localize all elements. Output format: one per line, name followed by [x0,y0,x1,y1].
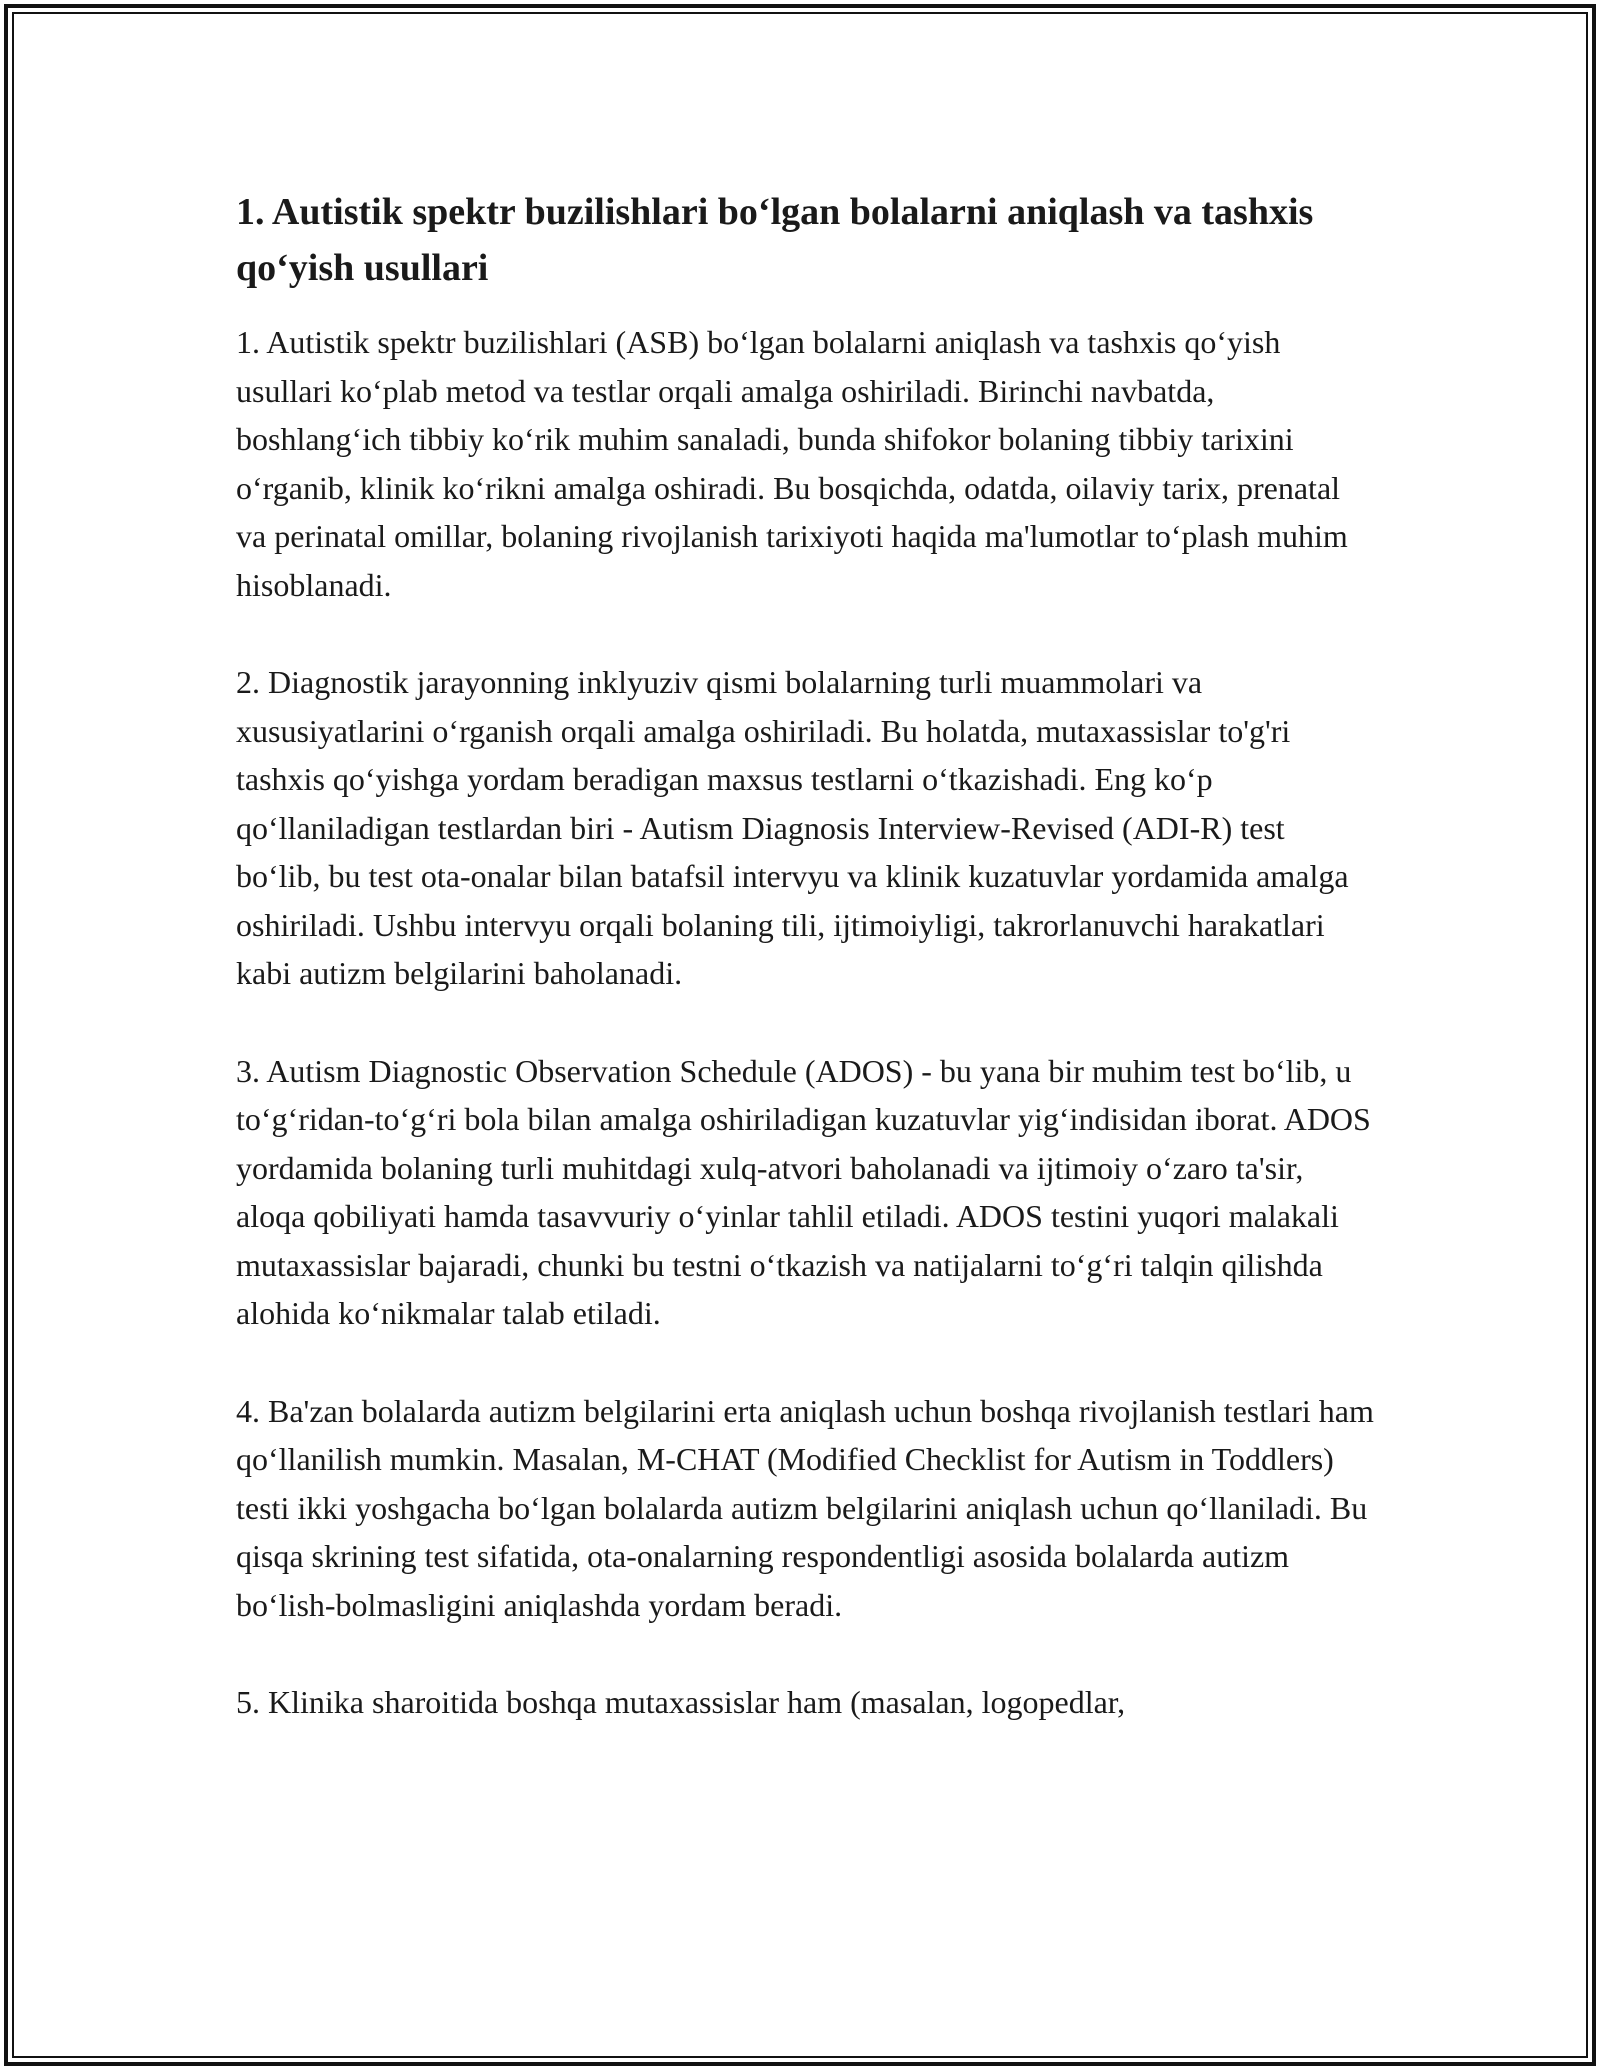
paragraph-1: 1. Autistik spektr buzilishlari (ASB) bo‘lgan bolalarni aniqlash va tashxis qo‘yish usullari ko‘plab metod va testlar orqali amalga oshiriladi. Birinchi navbatda, boshlang‘ich tibbiy ko‘rik muhim sanaladi, bunda shifokor bolaning tibbiy tarixini o‘rganib, klinik ko‘rikni amalga oshiradi. Bu bosqichda, odatda, oilaviy tarix, prenatal va perinatal omillar, bolaning rivojlanish tarixiyoti haqida ma'lumotlar to‘plash muhim hisoblanadi. [236,324,1348,603]
paragraph-5: 5. Klinika sharoitida boshqa mutaxassislar ham (masalan, logopedlar, [236,1684,1126,1720]
paragraph-3: 3. Autism Diagnostic Observation Schedule (ADOS) - bu yana bir muhim test bo‘lib, u to‘g‘ridan-to‘g‘ri bola bilan amalga oshiriladigan kuzatuvlar yig‘indisidan iborat. ADOS yordamida bolaning turli muhitdagi xulq-atvori baholanadi va ijtimoiy o‘zaro ta'sir, aloqa qobiliyati hamda tasavvuriy o‘yinlar tahlil etiladi. ADOS testini yuqori malakali mutaxassislar bajaradi, chunki bu testni o‘tkazish va natijalarni to‘g‘ri talqin qilishda alohida ko‘nikmalar talab etiladi. [236,1052,1371,1331]
paragraph-2: 2. Diagnostik jarayonning inklyuziv qismi bolalarning turli muammolari va xususiyatlarini o‘rganish orqali amalga oshiriladi. Bu holatda, mutaxassislar to'g'ri tashxis qo‘yishga yordam beradigan maxsus testlarni o‘tkazishadi. Eng ko‘p qo‘llaniladigan testlardan biri - Autism Diagnosis Interview-Revised (ADI-R) test bo‘lib, bu test ota-onalar bilan batafsil intervyu va klinik kuzatuvlar yordamida amalga oshiriladi. Ushbu intervyu orqali bolaning tili, ijtimoiyligi, takrorlanuvchi harakatlari kabi autizm belgilarini baholanadi. [236,664,1349,991]
document-body [236,184,1376,1776]
paragraph-4: 4. Ba'zan bolalarda autizm belgilarini erta aniqlash uchun boshqa rivojlanish testlari ham qo‘llanilish mumkin. Masalan, M-CHAT (Modified Checklist for Autism in Toddlers) testi ikki yoshgacha bo‘lgan bolalarda autizm belgilarini aniqlash uchun qo‘llaniladi. Bu qisqa skrining test sifatida, ota-onalarning respondentligi asosida bolalarda autizm bo‘lish-bolmasligini aniqlashda yordam beradi. [236,1392,1374,1623]
section-heading: 1. Autistik spektr buzilishlari bo‘lgan bolalarni aniqlash va tashxis qo‘yish usullari [236,191,1314,289]
